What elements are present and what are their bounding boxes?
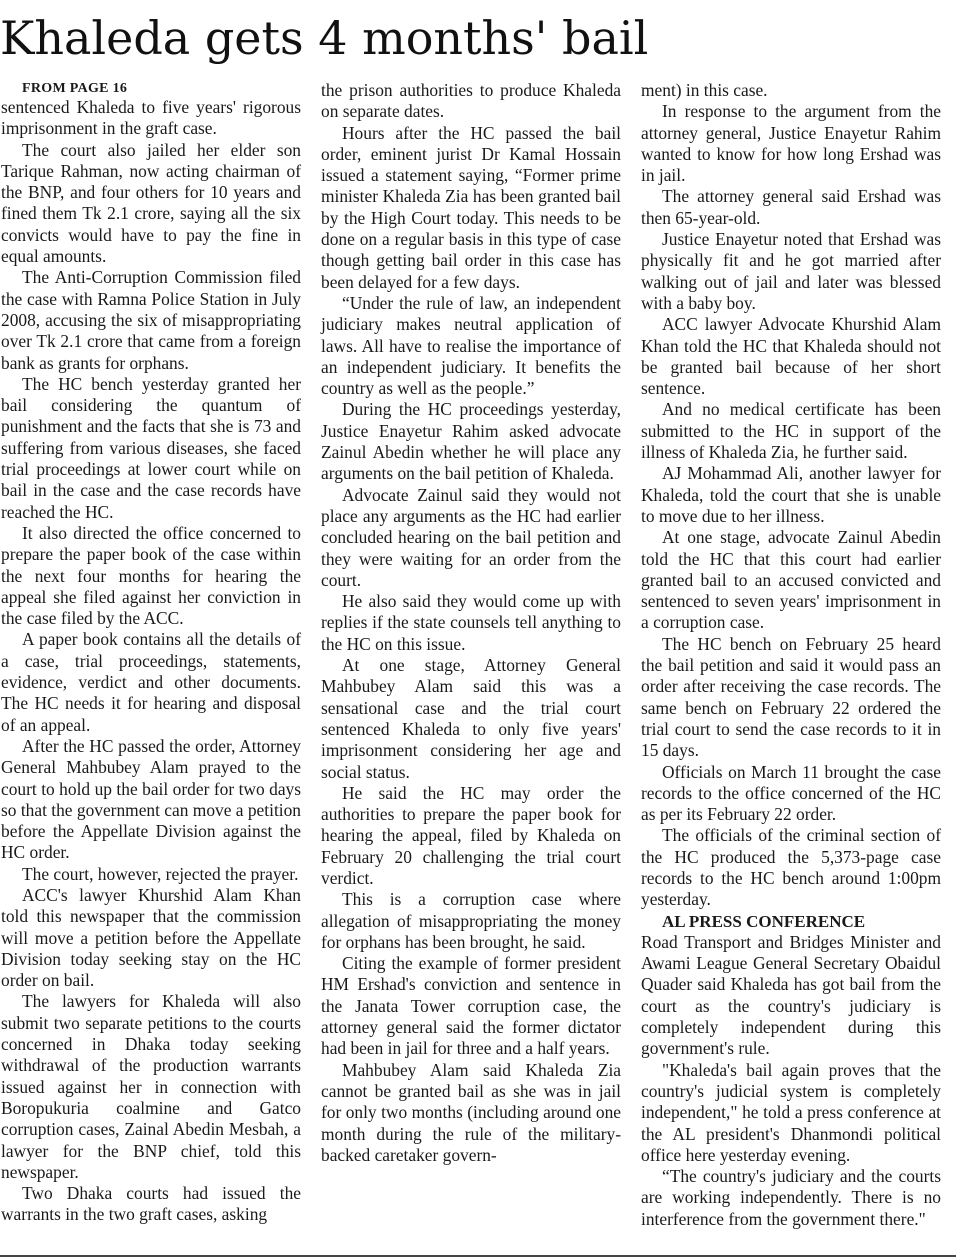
paragraph: Justice Enayetur noted that Ershad was physically fit and he got married after walking out of jail and later was blessed with a baby boy. [641,229,941,313]
paragraph: The HC bench yesterday granted her bail considering the quantum of punishment and the facts that she is 73 and suffering from various diseases, she faced trial proceedings at lower court while on bail in the case and the case records have reached the HC. [1,373,301,522]
article-column-2 [321,80,621,1166]
subhead: AL PRESS CONFERENCE [662,911,866,931]
paragraph: Citing the example of former president HM Ershad's conviction and sentence in the Janata Tower corruption case, the attorney general said the former dictator had been in jail for three and a half years. [321,953,621,1059]
paragraph: After the HC passed the order, Attorney General Mahbubey Alam prayed to the court to hold up the bail order for two days so that the government can move a petition before the Appellate Division against the HC order. [1,735,301,863]
paragraph: ACC lawyer Advocate Khurshid Alam Khan told the HC that Khaleda should not be granted bail because of her short sentence. [641,314,941,399]
paragraph: He said the HC may order the authorities to prepare the paper book for hearing the appeal, filed by Khaleda on February 20 challenging the trial court verdict. [321,782,621,888]
paragraph: The attorney general said Ershad was then 65-year-old. [641,186,941,228]
paragraph: "Khaleda's bail again proves that the country's judicial system is completely independent," he told a press conference at the AL president's Dhanmondi political office here yesterday evening. [641,1059,941,1165]
paragraph: At one stage, advocate Zainul Abedin told the HC that this court had earlier granted bail to an accused convicted and sentenced to seven years' imprisonment in a corruption case. [641,527,941,633]
headline: Khaleda gets 4 months' bail [0,11,649,65]
paragraph: This is a corruption case where allegation of misappropriating the money for orphans has been brought, he said. [321,889,621,952]
paragraph: AJ Mohammad Ali, another lawyer for Khaleda, told the court that she is unable to move due to her illness. [641,463,941,526]
paragraph: ment) in this case. [641,80,768,100]
paragraph: Mahbubey Alam said Khaleda Zia cannot be granted bail as she was in jail for only two months (including around one month during the rule of the military-backed caretaker govern- [321,1059,621,1165]
bottom-rule [0,1255,956,1257]
paragraph: A paper book contains all the details of a case, trial proceedings, statements, evidence, verdict and other documents. The HC needs it for hearing and disposal of an appeal. [1,629,301,735]
paragraph: The court also jailed her elder son Tarique Rahman, now acting chairman of the BNP, and four others for 10 years and fined them Tk 2.1 crore, saying all the six convicts would have to pay the fine in equal amounts. [1,139,301,267]
paragraph: Hours after the HC passed the bail order, eminent jurist Dr Kamal Hossain issued a statement saying, “Former prime minister Khaleda Zia has been granted bail by the High Court today. This needs to be done on a regular basis in this type of case though getting bail order in this case has been delayed for a few days. [321,122,621,292]
paragraph: “The country's judiciary and the courts are working independently. There is no interference from the government there." [641,1166,941,1229]
paragraph: The Anti-Corruption Commission filed the case with Ramna Police Station in July 2008, accusing the six of misappropriating over Tk 2.1 crore that came from a foreign bank as grants for orphans. [1,267,301,373]
paragraph: In response to the argument from the attorney general, Justice Enayetur Rahim wanted to know for how long Ershad was in jail. [641,101,941,186]
paragraph: During the HC proceedings yesterday, Justice Enayetur Rahim asked advocate Zainul Abedin whether he will place any arguments on the bail petition of Khaleda. [321,399,621,484]
paragraph: He also said they would come up with replies if the state counsels tell anything to the HC on this issue. [321,591,621,654]
paragraph: At one stage, Attorney General Mahbubey Alam said this was a sensational case and the trial court sentenced Khaleda to only five years' imprisonment considering her age and social status. [321,655,621,782]
article-column-1 [1,80,301,1226]
paragraph: Two Dhaka courts had issued the warrants in the two graft cases, asking [1,1183,301,1225]
paragraph: The court, however, rejected the prayer. [22,863,299,884]
paragraph: Road Transport and Bridges Minister and Awami League General Secretary Obaidul Quader said Khaleda has got bail from the court as the country's judiciary is completely independent during this government's rule. [641,931,941,1059]
paragraph: The officials of the criminal section of the HC produced the 5,373-page case records to the HC bench around 1:00pm yesterday. [641,825,941,910]
paragraph: Advocate Zainul said they would not place any arguments as the HC had earlier concluded hearing on the bail petition and they were waiting for an order from the court. [321,484,621,590]
paragraph: the prison authorities to produce Khaleda on separate dates. [321,80,621,122]
paragraph: The lawyers for Khaleda will also submit two separate petitions to the courts concerned in Dhaka today seeking withdrawal of the production warrants issued against her in connection with Boropukuria coalmine and Gatco corruption cases, Zainal Abedin Mesbah, a lawyer for the BNP chief, told this newspaper. [1,991,301,1182]
paragraph: sentenced Khaleda to five years' rigorous imprisonment in the graft case. [1,97,301,139]
paragraph: ACC's lawyer Khurshid Alam Khan told this newspaper that the commission will move a petition before the Appellate Division today seeking stay on the HC order on bail. [1,884,301,991]
paragraph: Officials on March 11 brought the case records to the office concerned of the HC as per its February 22 order. [641,761,941,825]
paragraph: The HC bench on February 25 heard the bail petition and said it would pass an order after receiving the case records. The same bench on February 22 ordered the trial court to send the case records to it in 15 days. [641,633,941,761]
paragraph: It also directed the office concerned to prepare the paper book of the case within the next four months for hearing the appeal she filed against her conviction in the case filed by the ACC. [1,522,301,629]
paragraph: And no medical certificate has been submitted to the HC in support of the illness of Khaleda Zia, he further said. [641,399,941,463]
paragraph: “Under the rule of law, an independent judiciary makes neutral application of laws. All have to realise the importance of an independent judiciary. It benefits the country as well as the people.” [321,292,621,399]
article-column-3 [641,80,941,1230]
jump-line: FROM PAGE 16 [22,81,128,96]
